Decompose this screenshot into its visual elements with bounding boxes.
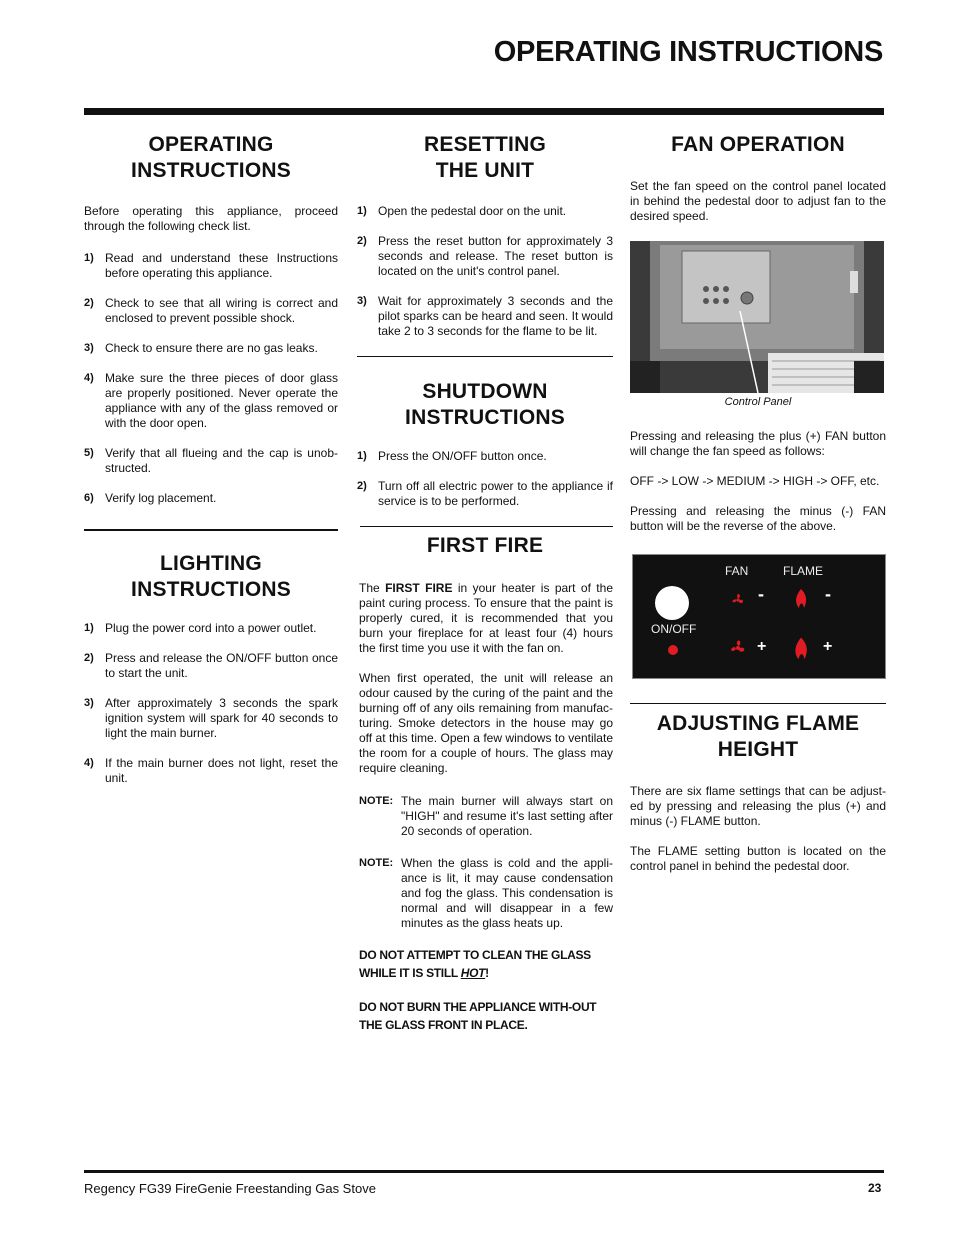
fan-intro: Set the fan speed on the control panel located in behind the pedestal door to adjust fan to the desired speed. — [630, 179, 886, 223]
fan-icon — [728, 638, 748, 658]
first-fire-paragraph-1: The FIRST FIRE in your heater is part of the paint curing process. To ensure that the paint is properly cured, it is recommended that you burn your fireplace for at least four (4) hours the first time you use it with the fan on. — [359, 581, 613, 655]
note-1: NOTE: The main burner will always start on "HIGH" and resume it's last setting after 20 seconds of operation. — [359, 794, 613, 838]
fan-minus-button[interactable]: - — [758, 584, 764, 604]
list-item: 3) Wait for approximately 3 seconds and the pilot sparks can be heard and seen. It would take 2 to 3 seconds for the flame to be lit. — [357, 294, 613, 338]
flame-height-heading: ADJUSTING FLAME HEIGHT — [656, 712, 860, 761]
list-item: 6) Verify log placement. — [84, 491, 217, 505]
list-item: 1) Open the pedestal door on the unit. — [357, 204, 567, 218]
resetting-steps — [357, 204, 613, 339]
section-divider — [84, 529, 338, 531]
flame-height-paragraph-2: The FLAME setting button is located on the control panel in behind the pedestal door. — [630, 844, 886, 873]
column-middle — [357, 132, 613, 1034]
on-off-label: ON/OFF — [651, 622, 697, 636]
list-item: 3) After approximately 3 seconds the spark ignition system will spark for 40 seconds to light the main burner. — [84, 696, 338, 740]
footer-title: Regency FG39 FireGenie Freestanding Gas Stove — [84, 1181, 376, 1196]
section-divider — [630, 703, 886, 704]
control-panel-photo — [630, 241, 884, 393]
list-item: 2) Check to see that all wiring is correct and enclosed to prevent possible shock. — [84, 296, 338, 325]
column-right — [630, 132, 886, 874]
shutdown-steps — [357, 449, 613, 509]
fan-label: FAN — [725, 564, 749, 578]
list-item: 1) Plug the power cord into a power outlet. — [84, 621, 317, 635]
warning-hot-glass: DO NOT ATTEMPT TO CLEAN THE GLASS WHILE IT IS STILL HOT! — [359, 948, 591, 980]
fan-heading: FAN OPERATION — [671, 133, 845, 156]
operating-intro: Before operating this appliance, proceed through the following check list. — [84, 204, 338, 233]
fan-sequence: OFF -> LOW -> MEDIUM -> HIGH -> OFF, etc. — [630, 474, 880, 488]
fan-plus-paragraph: Pressing and releasing the plus (+) FAN button will change the fan speed as follows: — [630, 429, 886, 458]
section-divider — [360, 526, 613, 527]
flame-icon — [794, 588, 808, 610]
note-2: NOTE: When the glass is cold and the appli-ance is lit, it may cause condensation and fog the glass. This condensation is normal and will disappear in a few minutes as the glass heats up. — [359, 856, 613, 930]
list-item: 4) Make sure the three pieces of door glass are properly positioned. Never operate the appliance with any of the glass removed or with the door open. — [84, 371, 338, 430]
on-off-button[interactable] — [655, 586, 689, 620]
flame-icon — [793, 636, 809, 662]
page-number: 23 — [868, 1181, 882, 1195]
list-item: 2) Press the reset button for approximately 3 seconds and release. The reset button is located on the unit's control panel. — [357, 234, 613, 278]
photo-caption: Control Panel — [724, 396, 792, 408]
fan-plus-button[interactable]: + — [757, 638, 767, 655]
flame-plus-button[interactable]: + — [823, 638, 833, 655]
list-item: 3) Check to ensure there are no gas leaks. — [84, 341, 318, 355]
power-indicator — [668, 645, 678, 655]
list-item: 1) Read and understand these Instructions before operating this appliance. — [84, 251, 338, 280]
lighting-heading: LIGHTING INSTRUCTIONS — [131, 552, 291, 601]
fan-minus-paragraph: Pressing and releasing the minus (-) FAN button will be the reverse of the above. — [630, 504, 886, 533]
footer-rule — [84, 1170, 884, 1173]
first-fire-paragraph-2: When first operated, the unit will release an odour caused by the curing of the paint and the burning off of any oils remaining from manufac-turing. Smoke detectors in the house may go off at this time. Open a few windows to ventilate the room for a couple of hours. The glass may require cleaning. — [359, 671, 613, 775]
list-item: 2) Turn off all electric power to the appliance if service is to be performed. — [357, 479, 613, 508]
shutdown-heading: SHUTDOWN INSTRUCTIONS — [405, 380, 565, 429]
resetting-heading: RESETTING THE UNIT — [424, 133, 546, 182]
list-item: 5) Verify that all flueing and the cap is unob-structed. — [84, 446, 338, 475]
fan-icon — [730, 592, 746, 608]
page-title: OPERATING INSTRUCTIONS — [493, 36, 883, 68]
lighting-steps — [84, 621, 338, 786]
control-panel-diagram — [632, 554, 886, 679]
control-panel-illustration — [630, 241, 884, 393]
flame-height-paragraph-1: There are six flame settings that can be adjust-ed by pressing and releasing the plus (+) and minus (-) FLAME button. — [630, 784, 886, 828]
warning-glass-front: DO NOT BURN THE APPLIANCE WITH-OUT THE GLASS FRONT IN PLACE. — [359, 1000, 597, 1032]
operating-heading: OPERATING INSTRUCTIONS — [131, 133, 291, 182]
column-left — [84, 132, 338, 801]
first-fire-heading: FIRST FIRE — [426, 534, 544, 557]
operating-steps — [84, 251, 338, 506]
list-item: 1) Press the ON/OFF button once. — [357, 449, 547, 463]
list-item: 2) Press and release the ON/OFF button once to start the unit. — [84, 651, 338, 680]
top-rule — [84, 108, 884, 115]
list-item: 4) If the main burner does not light, reset the unit. — [84, 756, 338, 785]
flame-label: FLAME — [783, 564, 824, 578]
section-divider — [357, 356, 613, 357]
flame-minus-button[interactable]: - — [825, 584, 831, 604]
